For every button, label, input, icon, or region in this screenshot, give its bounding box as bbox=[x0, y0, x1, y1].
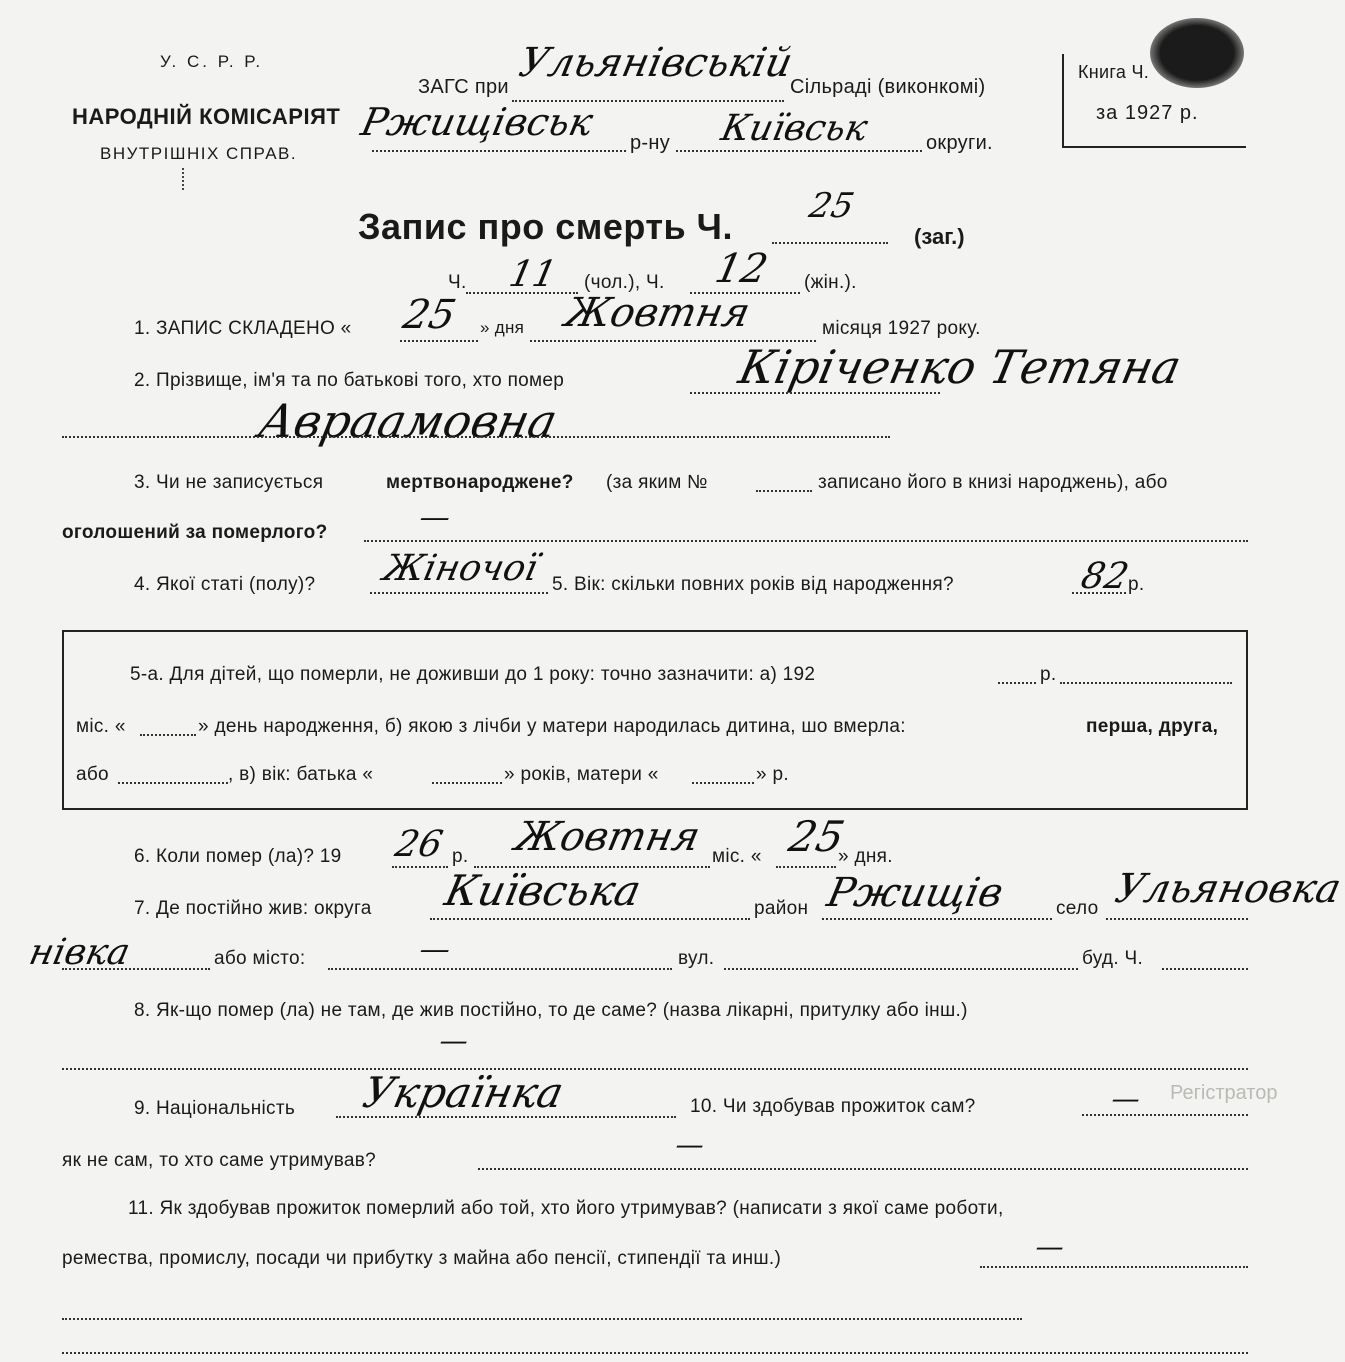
q2-name-handwritten: Кіріченко Тетяна bbox=[734, 340, 1186, 394]
q10-label: 10. Чи здобував прожиток сам? bbox=[690, 1096, 976, 1117]
record-number-handwritten: 25 bbox=[805, 186, 858, 226]
commissariat-title: НАРОДНІЙ КОМІСАРІЯТ bbox=[72, 104, 341, 129]
q3-rest: (за яким № bbox=[606, 472, 708, 493]
q7-selo-handwritten: Ульяновка bbox=[1111, 866, 1345, 912]
q10-line2-answer-line bbox=[478, 1168, 1248, 1170]
q9-label: 9. Національність bbox=[134, 1098, 296, 1119]
q2-label: 2. Прізвище, ім'я та по батькові того, хто помер bbox=[134, 370, 565, 391]
female-count-handwritten: 12 bbox=[711, 246, 772, 292]
q7-label: 7. Де постійно жив: округа bbox=[134, 898, 372, 919]
raion-line bbox=[372, 150, 626, 152]
q10-line2-answer-handwritten: — bbox=[672, 1128, 708, 1161]
q7-misto: або місто: bbox=[214, 948, 306, 969]
q7-okruha-line bbox=[430, 918, 750, 920]
q5-label: 5. Вік: скільки повних років від народження? bbox=[552, 574, 954, 595]
q7-selo-cont-line bbox=[62, 968, 210, 970]
female-label: (жін.). bbox=[804, 272, 857, 293]
q7-vul-line bbox=[724, 968, 1078, 970]
q10-answer-handwritten: — bbox=[1108, 1082, 1144, 1115]
q1-month-handwritten: Жовтня bbox=[561, 290, 754, 336]
q9-answer-handwritten: Українка bbox=[358, 1068, 568, 1117]
q2-patronymic-line bbox=[62, 436, 890, 438]
q5a-line3-b: , в) вік: батька « bbox=[228, 764, 374, 785]
q7-bud-line bbox=[1162, 968, 1248, 970]
q11-answer-line bbox=[980, 1266, 1248, 1268]
okruha-label: округи. bbox=[926, 132, 993, 154]
q11-continuation-line-1 bbox=[62, 1318, 1022, 1320]
republic-label: У. С. Р. Р. bbox=[160, 52, 264, 71]
q8-answer-line bbox=[62, 1068, 1248, 1070]
q5a-line1-fill bbox=[1060, 682, 1232, 684]
q10-line2: як не сам, то хто саме утримував? bbox=[62, 1150, 377, 1171]
q5a-line3-a: або bbox=[76, 764, 109, 785]
q5a-line2-b: » день народження, б) якою з лічби у матери народилась дитина, шо вмерла: bbox=[198, 716, 906, 737]
q1-tail: місяця 1927 року. bbox=[822, 318, 981, 339]
okruha-handwritten: Київськ bbox=[717, 108, 872, 149]
record-number-line bbox=[772, 242, 888, 244]
q4-answer-line bbox=[370, 592, 548, 594]
q11-answer-handwritten: — bbox=[1032, 1230, 1068, 1263]
q11-line2: ремества, промислу, посади чи прибутку з майна або пенсії, стипендії та инш.) bbox=[62, 1248, 782, 1269]
q6-year-line bbox=[392, 866, 448, 868]
q5a-line3-c: » років, матери « bbox=[504, 764, 659, 785]
male-count-line bbox=[466, 292, 578, 294]
q1-day-handwritten: 25 bbox=[399, 292, 460, 338]
q1-day-line bbox=[400, 340, 478, 342]
q8-answer-handwritten: — bbox=[436, 1024, 472, 1057]
zags-place-handwritten: Ульянівській bbox=[515, 40, 797, 86]
q7-raion: район bbox=[754, 898, 809, 919]
q6-year-handwritten: 26 bbox=[391, 824, 447, 865]
q7-misto-line bbox=[328, 968, 672, 970]
q5a-line2-a: міс. « bbox=[76, 716, 126, 737]
header-divider bbox=[182, 168, 184, 190]
book-label: Книга Ч. bbox=[1078, 62, 1150, 82]
zags-prefix: ЗАГС при bbox=[418, 76, 509, 98]
q6-mis: міс. « bbox=[712, 846, 762, 867]
q2-name-line bbox=[690, 392, 940, 394]
q5-tail: р. bbox=[1128, 574, 1145, 595]
record-title: Запис про смерть Ч. bbox=[358, 206, 733, 247]
q5a-year-line bbox=[998, 682, 1036, 684]
q4-label: 4. Якої статі (полу)? bbox=[134, 574, 316, 595]
q8-text: 8. Як-що помер (ла) не там, де жив постійно, то де саме? (назва лікарні, притулку або інш.) bbox=[134, 1000, 968, 1021]
bleed-through-text: Регістратор bbox=[1170, 1082, 1278, 1104]
male-prefix: Ч. bbox=[448, 272, 467, 293]
q7-raion-handwritten: Ржищів bbox=[823, 870, 1008, 916]
q3-line2-bold: оголошений за померлого? bbox=[62, 522, 328, 543]
q10-answer-line bbox=[1082, 1114, 1248, 1116]
q5a-line2-bold: перша, друга, bbox=[1086, 716, 1219, 737]
q6-day-handwritten: 25 bbox=[784, 812, 849, 861]
department-label: ВНУТРІШНІХ СПРАВ. bbox=[100, 144, 298, 163]
total-label: (заг.) bbox=[914, 224, 965, 249]
q5a-line1-tail: р. bbox=[1040, 664, 1057, 685]
q5a-order-line bbox=[118, 782, 228, 784]
q7-raion-line bbox=[822, 918, 1052, 920]
q3-number-line bbox=[756, 490, 812, 492]
q5a-mother-age-line bbox=[692, 782, 754, 784]
raion-label: р-ну bbox=[630, 132, 671, 154]
q6-month-handwritten: Жовтня bbox=[511, 814, 704, 860]
q9-answer-line bbox=[336, 1116, 676, 1118]
q5-answer-line bbox=[1072, 592, 1126, 594]
q5a-line1: 5-а. Для дітей, що померли, не доживши до 1 року: точно зазначити: а) 192 bbox=[130, 664, 816, 685]
q1-mid: » дня bbox=[480, 318, 525, 337]
q5a-day-line bbox=[140, 734, 196, 736]
okruha-line bbox=[676, 150, 922, 152]
q7-vul: вул. bbox=[678, 948, 715, 969]
q7-selo-cont-handwritten: нівка bbox=[25, 932, 134, 973]
q6-r: р. bbox=[452, 846, 469, 867]
q3-bold: мертвонароджене? bbox=[386, 472, 574, 493]
q3-text: 3. Чи не записується bbox=[134, 472, 324, 493]
q5a-father-age-line bbox=[432, 782, 502, 784]
zags-suffix: Сільраді (виконкомі) bbox=[790, 76, 986, 98]
male-label: (чол.), Ч. bbox=[584, 272, 665, 293]
q7-selo-line bbox=[1106, 918, 1248, 920]
q6-tail: » дня. bbox=[838, 846, 893, 867]
q7-okruha-handwritten: Київська bbox=[440, 866, 646, 915]
q5a-line3-d: » р. bbox=[756, 764, 789, 785]
q6-day-line bbox=[776, 866, 836, 868]
q3-answer-handwritten: — bbox=[416, 500, 454, 535]
q7-misto-answer-handwritten: — bbox=[416, 932, 454, 967]
q2-patronymic-handwritten: Авраамовна bbox=[254, 394, 562, 448]
q11-line1: 11. Як здобував прожиток померлий або той, хто його утримував? (написати з якої саме роботи, bbox=[128, 1198, 1004, 1219]
raion-handwritten: Ржищівськ bbox=[357, 100, 597, 144]
q7-selo: село bbox=[1056, 898, 1099, 919]
q3-answer-line bbox=[364, 540, 1248, 542]
male-count-handwritten: 11 bbox=[505, 254, 561, 295]
q1-label: 1. ЗАПИС СКЛАДЕНО « bbox=[134, 318, 352, 339]
q3-rest2: записано його в книзі народжень), або bbox=[818, 472, 1168, 493]
q6-label: 6. Коли помер (ла)? 19 bbox=[134, 846, 342, 867]
q4-answer-handwritten: Жіночої bbox=[379, 548, 542, 589]
book-year: за 1927 р. bbox=[1096, 102, 1199, 124]
q5-answer-handwritten: 82 bbox=[1077, 556, 1133, 597]
q7-bud: буд. Ч. bbox=[1082, 948, 1144, 969]
q11-continuation-line-2 bbox=[62, 1352, 1248, 1354]
